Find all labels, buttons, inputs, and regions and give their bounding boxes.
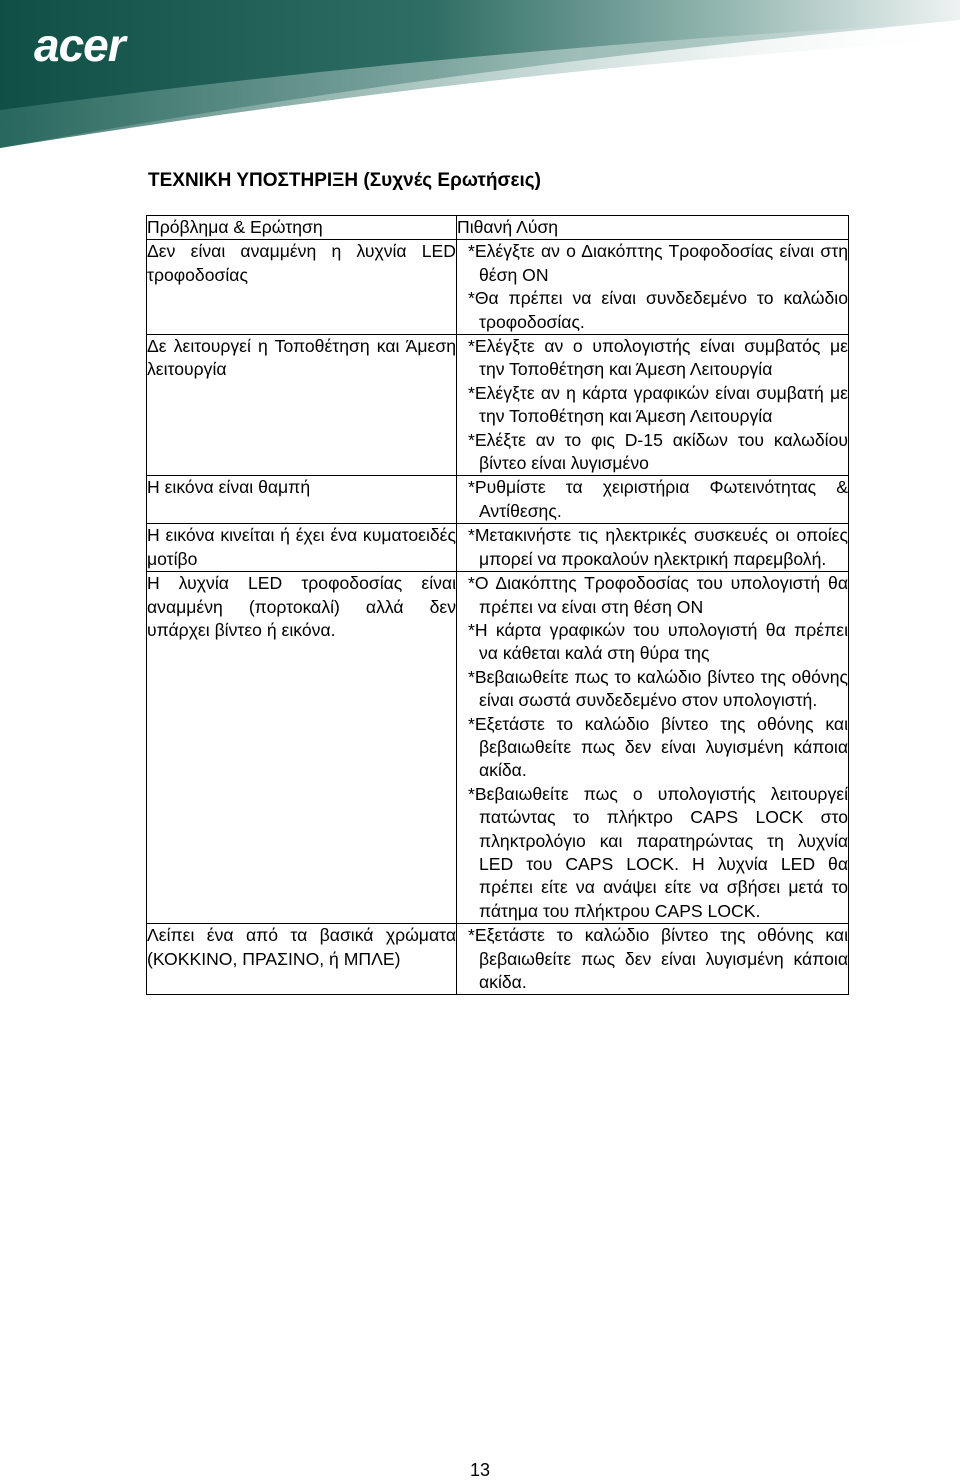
solution-item: *Ρυθμίστε τα χειριστήρια Φωτεινότητας & Αντίθεσης. <box>468 477 848 521</box>
header-banner <box>0 0 960 150</box>
table-row <box>147 572 849 924</box>
solution-item: *Ο Διακόπτης Τροφοδοσίας του υπολογιστή θα πρέπει να είναι στη θέση ON <box>468 573 848 617</box>
acer-logo: acer <box>34 19 125 71</box>
solution-item: *Βεβαιωθείτε πως ο υπολογιστής λειτουργεί πατώντας το πλήκτρο CAPS LOCK στο πληκτρολόγιο και παρατηρώντας τη λυχνία LED του CAPS LOCK. Η λυχνία LED θα πρέπει είτε να ανάψει είτε να σβήσει μετά το πάτημα του πλήκτρου CAPS LOCK. <box>468 783 848 921</box>
problem-cell: Η εικόνα κινείται ή έχει ένα κυματοειδές μοτίβο <box>147 524 457 572</box>
faq-table <box>146 215 849 995</box>
problem-cell: Η λυχνία LED τροφοδοσίας είναι αναμμένη (πορτοκαλί) αλλά δεν υπάρχει βίντεο ή εικόνα. <box>147 572 457 924</box>
problem-column-header: Πρόβλημα & Ερώτηση <box>147 216 457 240</box>
table-row <box>147 476 849 524</box>
solution-column-header: Πιθανή Λύση <box>457 216 849 240</box>
solution-item: *Εξετάστε το καλώδιο βίντεο της οθόνης και βεβαιωθείτε πως δεν είναι λυγισμένη κάποια ακίδα. <box>468 713 848 781</box>
problem-cell: Δε λειτουργεί η Τοποθέτηση και Άμεση λειτουργία <box>147 335 457 476</box>
solution-item: *Ελέγξτε αν η κάρτα γραφικών είναι συμβατή με την Τοποθέτηση και Άμεση Λειτουργία <box>468 382 848 427</box>
solution-item: *Ελέγξτε αν ο υπολογιστής είναι συμβατός με την Τοποθέτηση και Άμεση Λειτουργία <box>468 336 848 380</box>
table-header-row <box>147 216 849 240</box>
solution-cell <box>457 924 849 995</box>
solution-cell <box>457 335 849 476</box>
problem-cell: Λείπει ένα από τα βασικά χρώματα (ΚΟΚΚΙΝΟ, ΠΡΑΣΙΝΟ, ή ΜΠΛΕ) <box>147 924 457 995</box>
solution-item: *Μετακινήστε τις ηλεκτρικές συσκευές οι οποίες μπορεί να προκαλούν ηλεκτρική παρεμβολή. <box>468 525 848 569</box>
solution-item: *Η κάρτα γραφικών του υπολογιστή θα πρέπει να κάθεται καλά στη θύρα της <box>468 619 848 664</box>
problem-cell: Η εικόνα είναι θαμπή <box>147 476 457 524</box>
table-row <box>147 524 849 572</box>
solution-cell <box>457 572 849 924</box>
table-row <box>147 924 849 995</box>
table-row <box>147 335 849 476</box>
solution-cell <box>457 476 849 524</box>
solution-cell <box>457 240 849 335</box>
solution-item: *Ελέγξτε αν ο Διακόπτης Τροφοδοσίας είναι στη θέση ON <box>468 241 848 285</box>
solution-item: *Εξετάστε το καλώδιο βίντεο της οθόνης και βεβαιωθείτε πως δεν είναι λυγισμένη κάποια ακίδα. <box>468 925 848 992</box>
solution-item: *Θα πρέπει να είναι συνδεδεμένο το καλώδιο τροφοδοσίας. <box>468 288 848 332</box>
page-number: 13 <box>469 1460 491 1480</box>
page-title: ΤΕΧΝΙΚΗ ΥΠΟΣΤΗΡΙΞΗ (Συχνές Ερωτήσεις) <box>148 170 541 191</box>
solution-cell <box>457 524 849 572</box>
solution-item: *Βεβαιωθείτε πως το καλώδιο βίντεο της οθόνης είναι σωστά συνδεδεμένο στον υπολογιστή. <box>468 666 848 711</box>
solution-item: *Ελέξτε αν το φις D-15 ακίδων του καλωδίου βίντεο είναι λυγισμένο <box>468 429 848 474</box>
table-row <box>147 240 849 335</box>
problem-cell: Δεν είναι αναμμένη η λυχνία LED τροφοδοσίας <box>147 240 457 335</box>
